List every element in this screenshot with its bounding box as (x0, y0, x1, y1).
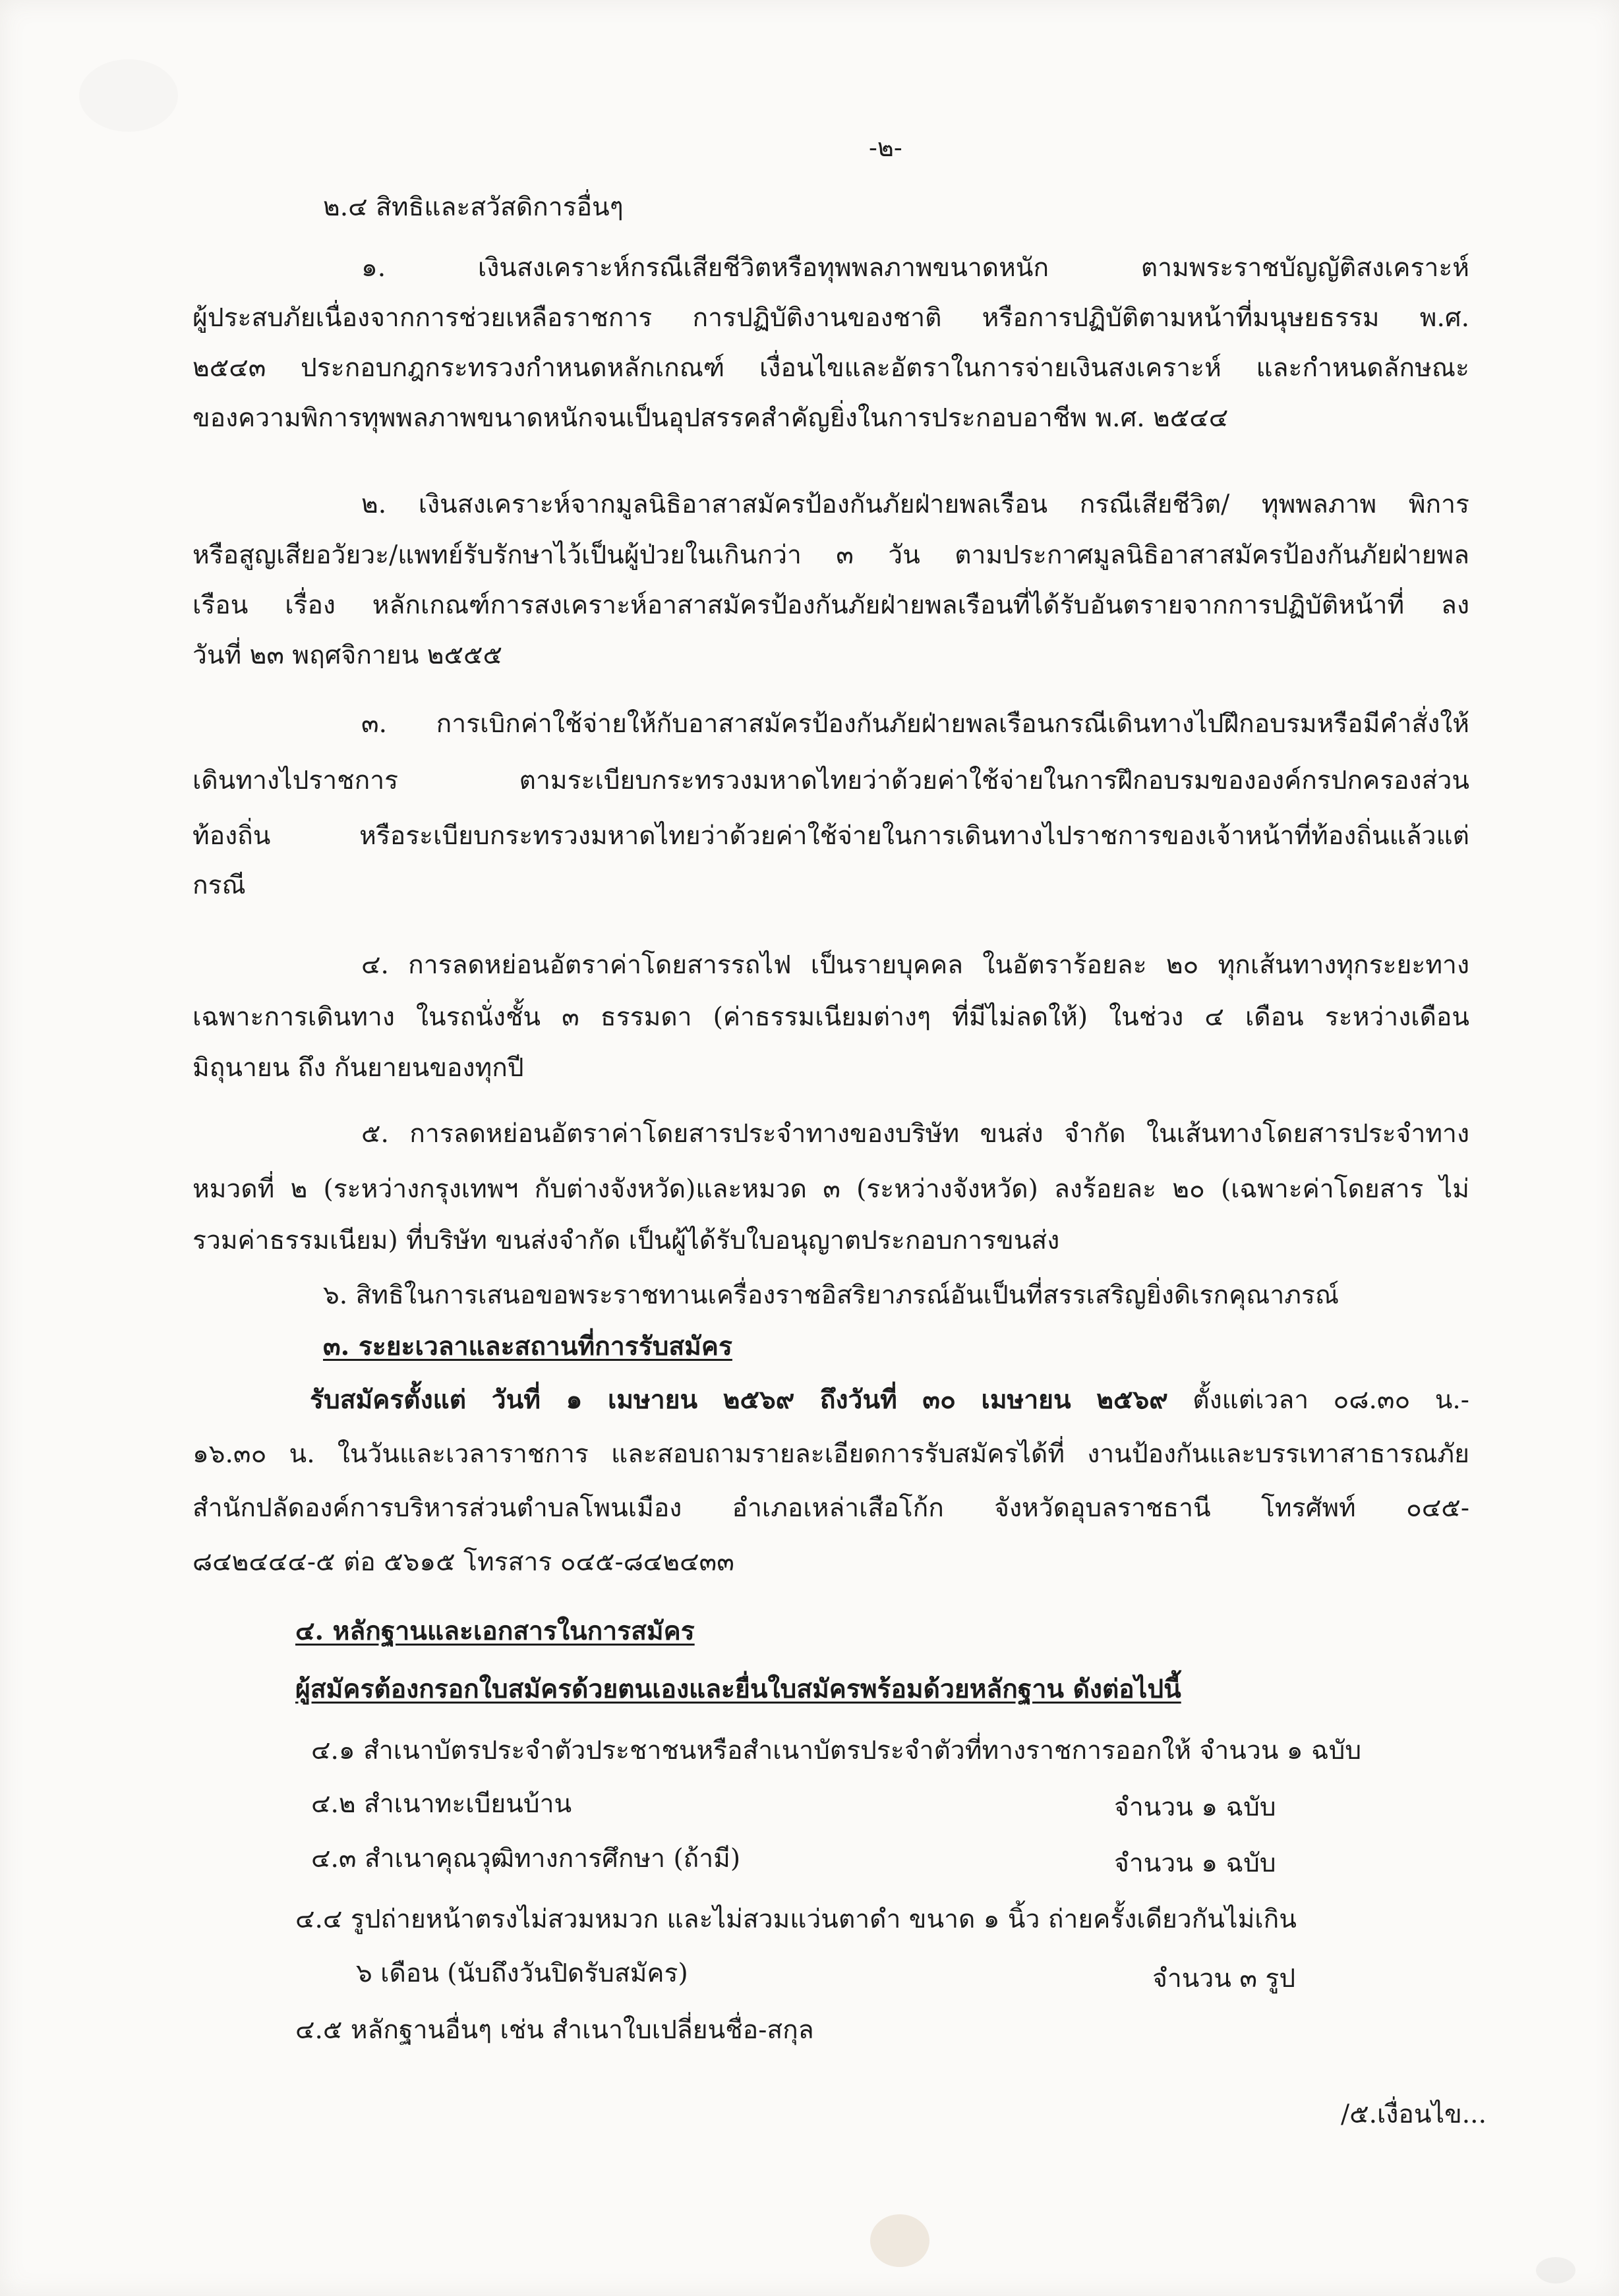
page-number: -๒- (869, 133, 902, 162)
document-item: ๔.๑ สำเนาบัตรประจำตัวประชาชนหรือสำเนาบัตรประจำตัวที่ทางราชการออกให้ จำนวน ๑ ฉบับ (311, 1736, 1362, 1765)
item-4-line: มิถุนายน ถึง กันยายนของทุกปี (192, 1053, 524, 1083)
section-3-title: ๓. ระยะเวลาและสถานที่การรับสมัคร (323, 1331, 732, 1362)
document-quantity: จำนวน ๑ ฉบับ (1114, 1793, 1276, 1822)
item-5-line: รวมค่าธรรมเนียม) ที่บริษัท ขนส่งจำกัด เป็นผู้ได้รับใบอนุญาตประกอบการขนส่ง (192, 1226, 1060, 1255)
item-4-line: เฉพาะการเดินทาง ในรถนั่งชั้น ๓ ธรรมดา (ค่าธรรมเนียมต่างๆ ที่มีไม่ลดให้) ในช่วง ๔ เดือน ระหว่างเดือน (192, 1002, 1469, 1032)
item-1-line: ของความพิการทุพพลภาพขนาดหนักจนเป็นอุปสรรคสำคัญยิ่งในการประกอบอาชีพ พ.ศ. ๒๕๔๔ (192, 403, 1229, 433)
document-quantity: จำนวน ๓ รูป (1152, 1964, 1296, 1994)
item-4-line: ๔. การลดหย่อนอัตราค่าโดยสารรถไฟ เป็นรายบุคคล ในอัตราร้อยละ ๒๐ ทุกเส้นทางทุกระยะทาง (361, 950, 1469, 980)
section-4-title: ๔. หลักฐานและเอกสารในการสมัคร (295, 1616, 695, 1646)
item-6-line: ๖. สิทธิในการเสนอขอพระราชทานเครื่องราชอิสริยาภรณ์อันเป็นที่สรรเสริญยิ่งดิเรกคุณาภรณ์ (323, 1280, 1339, 1310)
scan-smudge (1536, 2257, 1575, 2283)
item-2-line: ๒. เงินสงเคราะห์จากมูลนิธิอาสาสมัครป้องกันภัยฝ่ายพลเรือน กรณีเสียชีวิต/ ทุพพลภาพ พิการ (361, 490, 1469, 519)
document-quantity: จำนวน ๑ ฉบับ (1114, 1849, 1276, 1878)
application-period (310, 1379, 1469, 1421)
section-3-line: สำนักปลัดองค์การบริหารส่วนตำบลโพนเมือง อำเภอเหล่าเสือโก้ก จังหวัดอุบลราชธานี โทรศัพท์ ๐๔๕- (192, 1493, 1469, 1523)
application-dates: รับสมัครตั้งแต่ วันที่ ๑ เมษายน ๒๕๖๙ ถึงวันที่ ๓๐ เมษายน ๒๕๖๙ (310, 1385, 1168, 1415)
scan-stain (870, 2214, 929, 2267)
document-item: ๖ เดือน (นับถึงวันปิดรับสมัคร) (356, 1959, 688, 1988)
section-2-4-title: ๒.๔ สิทธิและสวัสดิการอื่นๆ (323, 192, 624, 222)
item-1-line: ผู้ประสบภัยเนื่องจากการช่วยเหลือราชการ การปฏิบัติงานของชาติ หรือการปฏิบัติตามหน้าที่มนุษยธรรม พ.ศ. (192, 303, 1469, 333)
item-5-line: หมวดที่ ๒ (ระหว่างกรุงเทพฯ กับต่างจังหวัด)และหมวด ๓ (ระหว่างจังหวัด) ลงร้อยละ ๒๐ (เฉพาะค่าโดยสาร ไม่ (192, 1174, 1469, 1204)
item-3-line: เดินทางไปราชการ ตามระเบียบกระทรวงมหาดไทยว่าด้วยค่าใช้จ่ายในการฝึกอบรมขององค์กรปกครองส่วน (192, 766, 1469, 795)
item-1-line: ๒๕๔๓ ประกอบกฎกระทรวงกำหนดหลักเกณฑ์ เงื่อนไขและอัตราในการจ่ายเงินสงเคราะห์ และกำหนดลักษณะ (192, 353, 1469, 383)
item-3-line: ๓. การเบิกค่าใช้จ่ายให้กับอาสาสมัครป้องกันภัยฝ่ายพลเรือนกรณีเดินทางไปฝึกอบรมหรือมีคำสั่งให้ (361, 709, 1469, 739)
item-2-line: หรือสูญเสียอวัยวะ/แพทย์รับรักษาไว้เป็นผู้ป่วยในเกินกว่า ๓ วัน ตามประกาศมูลนิธิอาสาสมัครป้องกันภัยฝ่ายพล (192, 540, 1469, 570)
item-3-line: กรณี (192, 871, 246, 900)
scan-smudge (79, 59, 178, 132)
application-hours: ตั้งแต่เวลา ๐๘.๓๐ น.- (1167, 1385, 1469, 1415)
section-4-subtitle: ผู้สมัครต้องกรอกใบสมัครด้วยตนเองและยื่นใบสมัครพร้อมด้วยหลักฐาน ดังต่อไปนี้ (295, 1674, 1181, 1704)
document-item: ๔.๒ สำเนาทะเบียนบ้าน (311, 1789, 572, 1819)
item-2-line: เรือน เรื่อง หลักเกณฑ์การสงเคราะห์อาสาสมัครป้องกันภัยฝ่ายพลเรือนที่ได้รับอันตรายจากการปฏิบัติหน้าที่ ลง (192, 590, 1469, 620)
document-item: ๔.๔ รูปถ่ายหน้าตรงไม่สวมหมวก และไม่สวมแว่นตาดำ ขนาด ๑ นิ้ว ถ่ายครั้งเดียวกันไม่เกิน (295, 1905, 1297, 1934)
document-item: ๔.๓ สำเนาคุณวุฒิทางการศึกษา (ถ้ามี) (311, 1844, 741, 1874)
continuation-note: /๕.เงื่อนไข... (1341, 2100, 1487, 2129)
item-3-line: ท้องถิ่น หรือระเบียบกระทรวงมหาดไทยว่าด้วยค่าใช้จ่ายในการเดินทางไปราชการของเจ้าหน้าที่ท้องถิ่นแล้วแต่ (192, 821, 1469, 851)
section-3-line: ๘๔๒๔๔๔-๕ ต่อ ๕๖๑๕ โทรสาร ๐๔๕-๘๔๒๔๓๓ (192, 1547, 734, 1577)
item-5-line: ๕. การลดหย่อนอัตราค่าโดยสารประจำทางของบริษัท ขนส่ง จำกัด ในเส้นทางโดยสารประจำทาง (361, 1119, 1469, 1149)
document-item: ๔.๕ หลักฐานอื่นๆ เช่น สำเนาใบเปลี่ยนชื่อ-สกุล (295, 2015, 814, 2045)
item-2-line: วันที่ ๒๓ พฤศจิกายน ๒๕๕๕ (192, 641, 503, 670)
section-3-line: ๑๖.๓๐ น. ในวันและเวลาราชการ และสอบถามรายละเอียดการรับสมัครได้ที่ งานป้องกันและบรรเทาสาธารณภัย (192, 1439, 1469, 1469)
item-1-line: ๑. เงินสงเคราะห์กรณีเสียชีวิตหรือทุพพลภาพขนาดหนัก ตามพระราชบัญญัติสงเคราะห์ (361, 253, 1469, 283)
